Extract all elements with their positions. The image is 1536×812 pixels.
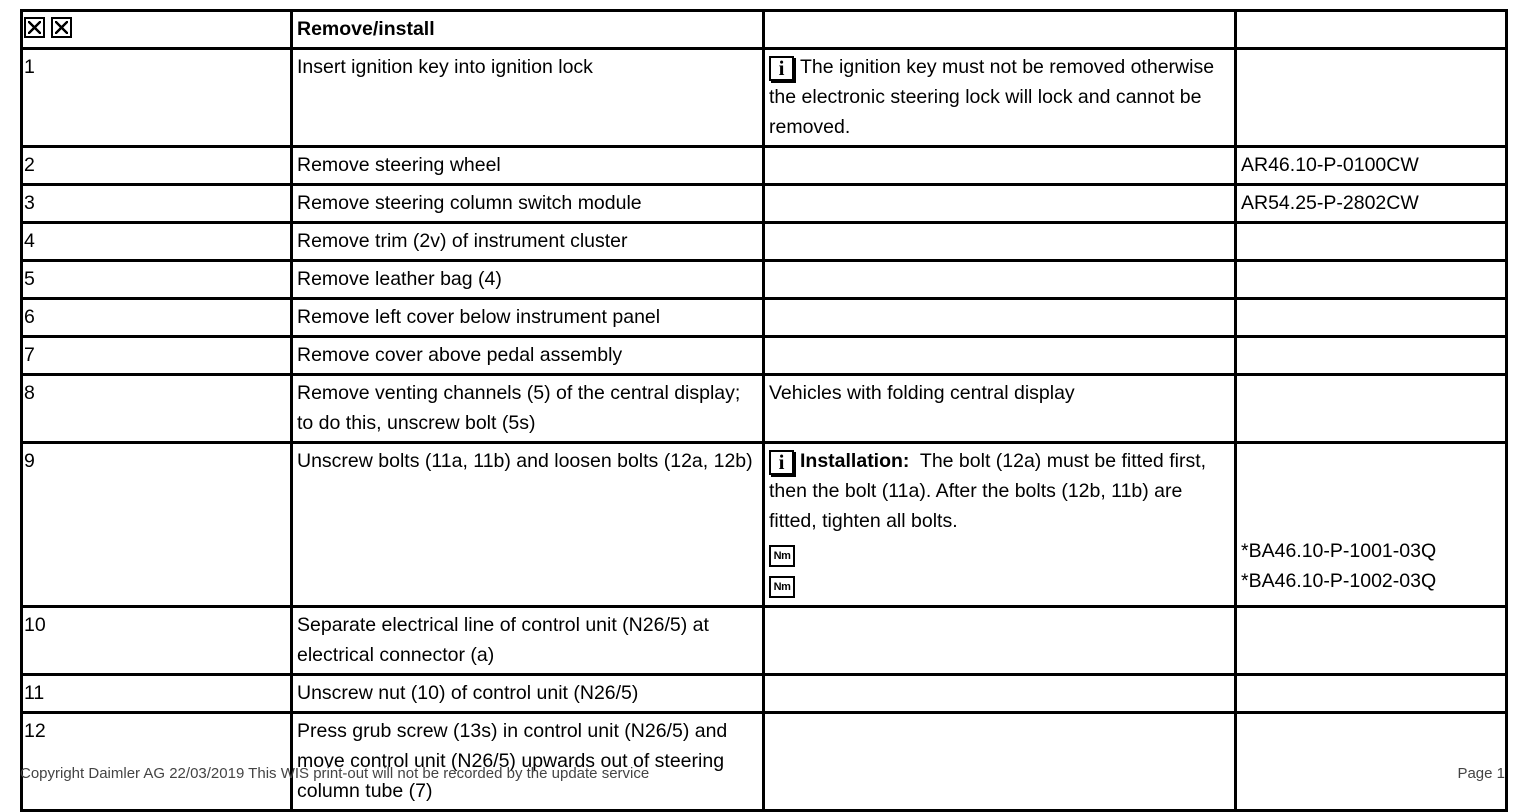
table-row [22, 49, 1507, 147]
table-row [22, 299, 1507, 337]
step-reference [1236, 299, 1507, 337]
step-number: 11 [22, 675, 292, 713]
expand-icon[interactable] [24, 17, 45, 38]
info-icon[interactable]: i [769, 450, 794, 475]
table-row [22, 337, 1507, 375]
step-number: 3 [22, 185, 292, 223]
table-row [22, 185, 1507, 223]
step-note-text: The bolt (12a) must be fitted first, then the bolt (11a). After the bolts (12b, 11b) are fitted, tighten all bolts. [769, 450, 1207, 532]
step-note [764, 223, 1236, 261]
step-action: Remove venting channels (5) of the central display; to do this, unscrew bolt (5s) [292, 375, 764, 443]
info-icon[interactable]: i [769, 56, 794, 81]
page-footer [20, 758, 1505, 786]
header-empty-cell [764, 11, 1236, 49]
step-reference [1236, 223, 1507, 261]
step-reference [1236, 337, 1507, 375]
step-note [764, 185, 1236, 223]
header-icons-cell [22, 11, 292, 49]
step-number: 10 [22, 607, 292, 675]
procedure-sheet [20, 9, 1505, 812]
step-number: 7 [22, 337, 292, 375]
header-title-text: Remove/install [297, 18, 435, 40]
step-action: Press grub screw (13s) in control unit (N26/5) and move control unit (N26/5) upwards out of steering column tube (7) [292, 713, 764, 811]
step-action: Insert ignition key into ignition lock [292, 49, 764, 147]
table-header-row [22, 11, 1507, 49]
step-note [764, 147, 1236, 185]
step-number: 4 [22, 223, 292, 261]
table-row [22, 223, 1507, 261]
step-reference [1236, 261, 1507, 299]
step-note [764, 443, 1236, 607]
torque-reference-link[interactable]: *BA46.10-P-1002-03Q [1241, 570, 1437, 592]
procedure-table [20, 9, 1508, 812]
torque-nm-icon[interactable]: Nm [769, 545, 795, 567]
step-note [764, 337, 1236, 375]
step-number: 9 [22, 443, 292, 607]
table-row [22, 607, 1507, 675]
step-action: Separate electrical line of control unit (N26/5) at electrical connector (a) [292, 607, 764, 675]
step-number: 12 [22, 713, 292, 811]
step-action: Unscrew bolts (11a, 11b) and loosen bolts (12a, 12b) [292, 443, 764, 607]
step-reference-link[interactable]: AR46.10-P-0100CW [1236, 147, 1507, 185]
step-action: Remove trim (2v) of instrument cluster [292, 223, 764, 261]
torque-reference-link[interactable]: *BA46.10-P-1001-03Q [1241, 540, 1437, 562]
step-reference [1236, 443, 1507, 607]
header-empty-cell [1236, 11, 1507, 49]
table-row [22, 147, 1507, 185]
step-note-text: The ignition key must not be removed otherwise the electronic steering lock will lock and cannot be removed. [769, 56, 1215, 138]
step-action: Unscrew nut (10) of control unit (N26/5) [292, 675, 764, 713]
step-reference-link[interactable]: AR54.25-P-2802CW [1236, 185, 1507, 223]
step-note [764, 675, 1236, 713]
step-number: 1 [22, 49, 292, 147]
step-note [764, 299, 1236, 337]
step-action: Remove leather bag (4) [292, 261, 764, 299]
step-number: 5 [22, 261, 292, 299]
footer-copyright: Copyright Daimler AG 22/03/2019 This WIS print-out will not be recorded by the update service [20, 765, 650, 782]
step-note [764, 261, 1236, 299]
table-row [22, 675, 1507, 713]
footer-page-number: Page 1 [1457, 765, 1505, 782]
step-action: Remove cover above pedal assembly [292, 337, 764, 375]
torque-nm-icon[interactable]: Nm [769, 576, 795, 598]
step-number: 2 [22, 147, 292, 185]
step-reference [1236, 607, 1507, 675]
table-row [22, 375, 1507, 443]
step-reference [1236, 675, 1507, 713]
step-note: Vehicles with folding central display [764, 375, 1236, 443]
table-row [22, 261, 1507, 299]
header-title [292, 11, 764, 49]
step-action: Remove steering column switch module [292, 185, 764, 223]
step-reference [1236, 375, 1507, 443]
step-reference [1236, 49, 1507, 147]
step-note [764, 607, 1236, 675]
step-action: Remove left cover below instrument panel [292, 299, 764, 337]
step-action: Remove steering wheel [292, 147, 764, 185]
step-number: 8 [22, 375, 292, 443]
collapse-icon[interactable] [51, 17, 72, 38]
step-number: 6 [22, 299, 292, 337]
installation-label: Installation: [800, 450, 910, 472]
step-note [764, 49, 1236, 147]
table-row [22, 443, 1507, 607]
